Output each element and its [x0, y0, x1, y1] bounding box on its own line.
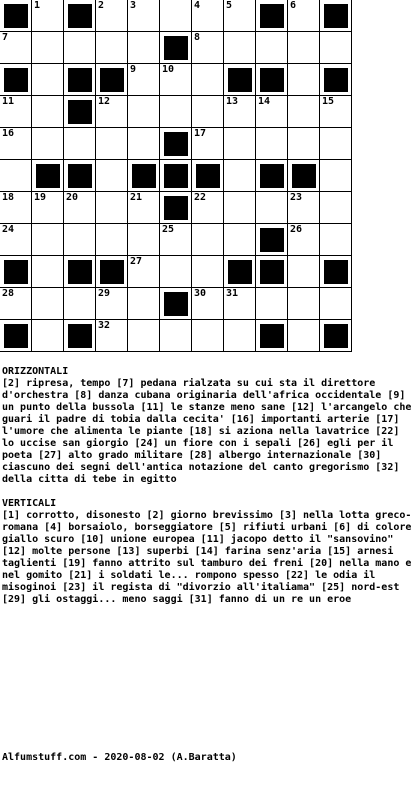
black-cell	[0, 0, 32, 32]
white-cell[interactable]	[288, 32, 320, 64]
white-cell[interactable]	[32, 64, 64, 96]
white-cell[interactable]	[192, 192, 224, 224]
across-clues: [2] ripresa, tempo [7] pedana rialzata su cui sta il direttore d'orchestra [8] danza cubana originaria dell'africa occidentale [9] un punto della bussola [11] le stanze meno sane [12] l'arcangelo che guari il padre di tobia dalla cecita' [16] importanti arterie [17] l'umore che alimenta le piante [18] si aziona nella lavatrice [22] lo uccise san giorgio [24] un fiore con i sepali [26] egli per il poeta [27] alto grado militare [28] albergo internazionale [30] ciascuno dei segni dell'antica notazione del canto gregorismo [32] della citta di tebe in egitto	[2, 378, 412, 485]
black-cell	[32, 160, 64, 192]
cell-number: 14	[258, 96, 271, 107]
white-cell[interactable]	[256, 288, 288, 320]
white-cell[interactable]	[256, 192, 288, 224]
white-cell[interactable]	[320, 192, 352, 224]
white-cell[interactable]	[0, 288, 32, 320]
white-cell[interactable]	[256, 128, 288, 160]
cell-number: 4	[194, 0, 201, 11]
black-cell	[0, 320, 32, 352]
black-cell	[0, 256, 32, 288]
white-cell[interactable]	[320, 288, 352, 320]
white-cell[interactable]	[160, 320, 192, 352]
footer-credit: Alfumstuff.com - 2020-08-02 (A.Baratta)	[2, 752, 237, 763]
cell-number: 6	[290, 0, 297, 11]
cell-number: 30	[194, 288, 207, 299]
white-cell[interactable]	[320, 224, 352, 256]
across-title: ORIZZONTALI	[2, 366, 69, 377]
white-cell[interactable]	[64, 224, 96, 256]
white-cell[interactable]	[32, 0, 64, 32]
white-cell[interactable]	[0, 32, 32, 64]
white-cell[interactable]	[224, 224, 256, 256]
cell-number: 22	[194, 192, 207, 203]
white-cell[interactable]	[128, 224, 160, 256]
white-cell[interactable]	[192, 0, 224, 32]
black-cell	[320, 64, 352, 96]
black-cell	[320, 256, 352, 288]
white-cell[interactable]	[288, 288, 320, 320]
white-cell[interactable]	[128, 32, 160, 64]
white-cell[interactable]	[288, 192, 320, 224]
cell-number: 18	[2, 192, 15, 203]
white-cell[interactable]	[96, 32, 128, 64]
cell-number: 10	[162, 64, 175, 75]
white-cell[interactable]	[128, 64, 160, 96]
cell-number: 2	[98, 0, 105, 11]
white-cell[interactable]	[128, 0, 160, 32]
black-cell	[256, 320, 288, 352]
white-cell[interactable]	[32, 32, 64, 64]
cell-number: 7	[2, 32, 9, 43]
white-cell[interactable]	[0, 224, 32, 256]
white-cell[interactable]	[32, 320, 64, 352]
white-cell[interactable]	[0, 128, 32, 160]
white-cell[interactable]	[32, 192, 64, 224]
white-cell[interactable]	[0, 96, 32, 128]
white-cell[interactable]	[160, 96, 192, 128]
white-cell[interactable]	[288, 0, 320, 32]
white-cell[interactable]	[320, 32, 352, 64]
cell-number: 26	[290, 224, 303, 235]
cell-number: 29	[98, 288, 111, 299]
white-cell[interactable]	[128, 192, 160, 224]
cell-number: 32	[98, 320, 111, 331]
black-cell	[224, 256, 256, 288]
black-cell	[96, 64, 128, 96]
white-cell[interactable]	[128, 320, 160, 352]
white-cell[interactable]	[160, 0, 192, 32]
cell-number: 17	[194, 128, 207, 139]
white-cell[interactable]	[288, 256, 320, 288]
crossword-grid	[0, 0, 352, 352]
black-cell	[256, 256, 288, 288]
white-cell[interactable]	[288, 96, 320, 128]
white-cell[interactable]	[224, 32, 256, 64]
white-cell[interactable]	[192, 64, 224, 96]
white-cell[interactable]	[32, 256, 64, 288]
black-cell	[160, 288, 192, 320]
white-cell[interactable]	[128, 288, 160, 320]
white-cell[interactable]	[224, 128, 256, 160]
white-cell[interactable]	[96, 192, 128, 224]
black-cell	[64, 256, 96, 288]
black-cell	[64, 96, 96, 128]
white-cell[interactable]	[320, 160, 352, 192]
black-cell	[160, 128, 192, 160]
white-cell[interactable]	[192, 256, 224, 288]
white-cell[interactable]	[320, 96, 352, 128]
white-cell[interactable]	[32, 224, 64, 256]
black-cell	[0, 64, 32, 96]
white-cell[interactable]	[160, 256, 192, 288]
cell-number: 27	[130, 256, 143, 267]
white-cell[interactable]	[96, 160, 128, 192]
black-cell	[160, 192, 192, 224]
cell-number: 25	[162, 224, 175, 235]
white-cell[interactable]	[192, 288, 224, 320]
white-cell[interactable]	[192, 320, 224, 352]
white-cell[interactable]	[32, 96, 64, 128]
white-cell[interactable]	[32, 128, 64, 160]
black-cell	[160, 32, 192, 64]
cell-number: 3	[130, 0, 137, 11]
white-cell[interactable]	[96, 320, 128, 352]
black-cell	[320, 320, 352, 352]
white-cell[interactable]	[224, 192, 256, 224]
black-cell	[128, 160, 160, 192]
cell-number: 28	[2, 288, 15, 299]
white-cell[interactable]	[256, 96, 288, 128]
black-cell	[256, 224, 288, 256]
white-cell[interactable]	[0, 192, 32, 224]
cell-number: 15	[322, 96, 335, 107]
down-title: VERTICALI	[2, 498, 57, 509]
white-cell[interactable]	[96, 128, 128, 160]
black-cell	[320, 0, 352, 32]
white-cell[interactable]	[128, 128, 160, 160]
cell-number: 23	[290, 192, 303, 203]
white-cell[interactable]	[224, 288, 256, 320]
white-cell[interactable]	[128, 256, 160, 288]
cell-number: 8	[194, 32, 201, 43]
white-cell[interactable]	[192, 32, 224, 64]
black-cell	[64, 0, 96, 32]
white-cell[interactable]	[320, 128, 352, 160]
black-cell	[160, 160, 192, 192]
cell-number: 1	[34, 0, 41, 11]
black-cell	[96, 256, 128, 288]
black-cell	[64, 160, 96, 192]
white-cell[interactable]	[288, 224, 320, 256]
white-cell[interactable]	[288, 128, 320, 160]
white-cell[interactable]	[160, 224, 192, 256]
cell-number: 12	[98, 96, 111, 107]
white-cell[interactable]	[64, 192, 96, 224]
white-cell[interactable]	[96, 224, 128, 256]
cell-number: 24	[2, 224, 15, 235]
white-cell[interactable]	[96, 0, 128, 32]
white-cell[interactable]	[224, 0, 256, 32]
white-cell[interactable]	[288, 320, 320, 352]
cell-number: 19	[34, 192, 47, 203]
cell-number: 16	[2, 128, 15, 139]
white-cell[interactable]	[256, 32, 288, 64]
cell-number: 20	[66, 192, 79, 203]
white-cell[interactable]	[224, 320, 256, 352]
white-cell[interactable]	[128, 96, 160, 128]
white-cell[interactable]	[224, 96, 256, 128]
white-cell[interactable]	[96, 288, 128, 320]
down-clues: [1] corrotto, disonesto [2] giorno brevissimo [3] nella lotta greco-romana [4] borsaiolo, borseggiatore [5] rifiuti urbani [6] di colore giallo scuro [10] unione europea [11] jacopo detto il "sansovino" [12] molte persone [13] superbi [14] farina senz'aria [15] arnesi taglienti [19] fanno attrito sul tamburo dei freni [20] nella mano e nel gomito [21] i soldati le... rompono spesso [22] le odia il misoginoi [23] il regista di "divorzio all'italiama" [25] nord-est [29] gli ostaggi... meno saggi [31] fanno di un re un eroe	[2, 510, 412, 605]
white-cell[interactable]	[64, 288, 96, 320]
white-cell[interactable]	[64, 128, 96, 160]
white-cell[interactable]	[64, 32, 96, 64]
white-cell[interactable]	[96, 96, 128, 128]
white-cell[interactable]	[0, 160, 32, 192]
white-cell[interactable]	[224, 160, 256, 192]
black-cell	[192, 160, 224, 192]
white-cell[interactable]	[160, 64, 192, 96]
black-cell	[256, 0, 288, 32]
cell-number: 31	[226, 288, 239, 299]
cell-number: 9	[130, 64, 137, 75]
white-cell[interactable]	[288, 64, 320, 96]
white-cell[interactable]	[192, 96, 224, 128]
black-cell	[256, 64, 288, 96]
white-cell[interactable]	[192, 128, 224, 160]
cell-number: 11	[2, 96, 15, 107]
clues-section	[2, 366, 412, 618]
cell-number: 21	[130, 192, 143, 203]
black-cell	[288, 160, 320, 192]
cell-number: 13	[226, 96, 239, 107]
cell-number: 5	[226, 0, 233, 11]
white-cell[interactable]	[32, 288, 64, 320]
white-cell[interactable]	[192, 224, 224, 256]
black-cell	[64, 64, 96, 96]
black-cell	[256, 160, 288, 192]
black-cell	[64, 320, 96, 352]
black-cell	[224, 64, 256, 96]
